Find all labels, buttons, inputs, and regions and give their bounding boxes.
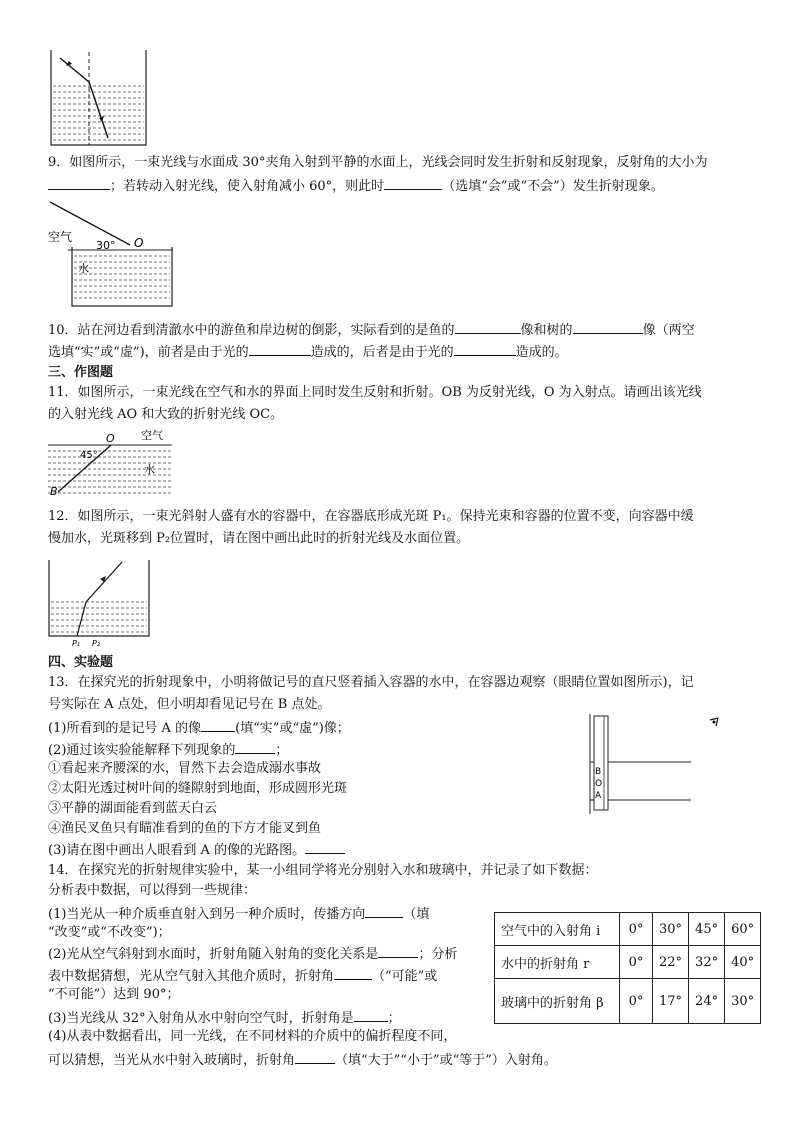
q10-line2: 选填“实”或“虚”)，前者是由于光的 造成的，后者是由于光的 造成的。	[48, 342, 568, 362]
q9-blank-reflection-angle[interactable]	[48, 176, 110, 190]
q9-blank-refraction[interactable]	[384, 176, 442, 190]
q14-s3: (3)当光线从 32°入射角从水中射向空气时，折射角是 ；	[48, 1008, 401, 1028]
table-row-label: 玻璃中的折射角 β	[495, 979, 620, 1024]
q10-blank-cause2[interactable]	[454, 342, 516, 356]
table-cell: 0°	[620, 913, 653, 946]
q13-sub2: (2)通过该实验能解释下列现象的 ；	[48, 740, 288, 760]
q11-fig-point-o: O	[106, 432, 115, 445]
q14-s2-line1: (2)光从空气斜射到水面时，折射角随入射角的变化关系是 ；分析	[48, 944, 457, 964]
q14-s1-line1: (1)当光从一种介质垂直射入到另一种介质时，传播方向 （填	[48, 904, 429, 924]
q13-sub1: (1)所看到的是记号 A 的像 (填“实”或“虚”)像；	[48, 718, 350, 738]
table-cell: 60°	[725, 913, 761, 946]
q9-fig-air-label: 空气	[48, 230, 73, 244]
q12-figure	[46, 556, 156, 652]
q13-fig-mark-a: A	[595, 791, 602, 801]
q12-line1: 12．如图所示，一束光斜射人盛有水的容器中，在容器底形成光斑 P₁。保持光束和容器的位置不变，向容器中缓	[48, 509, 694, 524]
q13-sub3: (3)请在图中画出人眼看到 A 的像的光路图。	[48, 840, 345, 860]
q14-s2-line3: “不可能”）达到 90°；	[48, 987, 180, 1002]
q11-line1: 11．如图所示，一束光线在空气和水的界面上同时发生反射和折射。OB 为反射光线，O 为入射点。请画出该光线	[48, 385, 702, 400]
q9-figure	[48, 200, 188, 310]
q14-blank-compare[interactable]	[295, 1050, 335, 1064]
table-cell: 0°	[620, 946, 653, 979]
q9-fig-angle-label: 30°	[96, 239, 116, 252]
q14-line1: 14．在探究光的折射规律实验中，某一小组同学将光分别射入水和玻璃中，并记录了如下数据：	[48, 863, 598, 878]
table-cell: 45°	[689, 913, 725, 946]
q11-line2: 的入射光线 AO 和大致的折射光线 OC。	[48, 407, 284, 422]
q13-blank-phenomenon[interactable]	[235, 740, 275, 754]
table-cell: 40°	[725, 946, 761, 979]
q14-blank-angle[interactable]	[354, 1008, 388, 1022]
q13-fig-mark-o: O	[595, 779, 603, 789]
table-cell: 22°	[653, 946, 689, 979]
table-row	[495, 946, 761, 979]
q13-option4: ④渔民叉鱼只有瞄准看到的鱼的下方才能叉到鱼	[48, 821, 322, 836]
q11-figure	[46, 428, 176, 498]
q10-blank-tree-image[interactable]	[573, 320, 643, 334]
q12-fig-p2: P₂	[92, 639, 101, 648]
section-heading-drawing: 三、作图题	[48, 365, 114, 380]
q10-line1: 10．站在河边看到清澈水中的游鱼和岸边树的倒影，实际看到的是鱼的 像和树的 像（两空	[48, 320, 695, 340]
q11-fig-water-label: 水	[144, 463, 155, 476]
table-row	[495, 979, 761, 1024]
table-cell: 30°	[725, 979, 761, 1024]
q14-blank-possible[interactable]	[334, 966, 372, 980]
q14-blank-direction[interactable]	[365, 904, 403, 918]
q14-s4-line1: (4)从表中数据看出，同一光线，在不同材料的介质中的偏折程度不同，	[48, 1029, 457, 1044]
q13-figure	[586, 712, 726, 816]
q8-container-figure	[46, 50, 156, 150]
q14-blank-relation[interactable]	[378, 944, 418, 958]
q10-blank-fish-image[interactable]	[455, 320, 521, 334]
q13-option1: ①看起来齐腰深的水，冒然下去会造成溺水事故	[48, 761, 322, 776]
q9-fig-water-label: 水	[78, 262, 89, 275]
q9-line2: ；若转动入射光线，使入射角减小 60°，则此时 （选填“会”或“不会”）发生折射现象。	[48, 176, 664, 196]
q14-line2: 分析表中数据，可以得到一些规律：	[48, 883, 257, 898]
table-cell: 32°	[689, 946, 725, 979]
q13-option2: ②太阳光透过树叶间的缝隙射到地面，形成圆形光斑	[48, 781, 348, 796]
q13-line1: 13．在探究光的折射现象中，小明将做记号的直尺竖着插入容器的水中，在容器边观察（眼睛位置如图所示)，记	[48, 675, 694, 690]
q11-fig-air-label: 空气	[141, 429, 163, 442]
q14-data-table	[494, 912, 761, 1024]
q11-fig-angle-label: 45°	[80, 450, 98, 461]
q14-s1-line2: “改变”或“不改变”)；	[48, 925, 171, 940]
q13-option3: ③平静的湖面能看到蓝天白云	[48, 801, 218, 816]
table-row	[495, 913, 761, 946]
eye-icon	[710, 718, 718, 726]
table-row-label: 空气中的入射角 i	[495, 913, 620, 946]
q13-fig-mark-b: B	[595, 767, 602, 777]
q11-fig-point-b: B	[50, 485, 58, 498]
q14-s2-line2: 表中数据猜想，光从空气射入其他介质时，折射角 （“可能”或	[48, 966, 437, 986]
q9-fig-point-o: O	[134, 236, 144, 250]
q13-line2: 号实际在 A 点处，但小明却看见记号在 B 点处。	[48, 697, 331, 712]
table-cell: 0°	[620, 979, 653, 1024]
q13-blank-image-type[interactable]	[201, 718, 235, 732]
q9-line1: 9．如图所示，一束光线与水面成 30°夹角入射到平静的水面上，光线会同时发生折射和反射现象，反射角的大小为	[48, 155, 708, 170]
q10-blank-cause1[interactable]	[249, 342, 311, 356]
section-heading-experiment: 四、实验题	[48, 655, 114, 670]
q12-fig-p1: P₁	[72, 639, 81, 648]
table-cell: 17°	[653, 979, 689, 1024]
q14-s4-line2: 可以猜想，当光从水中射入玻璃时，折射角 （填“大于”“小于”或“等于”）入射角。	[48, 1050, 557, 1070]
q12-line2: 慢加水，光斑移到 P₂位置时，请在图中画出此时的折射光线及水面位置。	[48, 531, 470, 546]
table-row-label: 水中的折射角 r	[495, 946, 620, 979]
table-cell: 24°	[689, 979, 725, 1024]
q13-blank-diagram[interactable]	[305, 840, 345, 854]
table-cell: 30°	[653, 913, 689, 946]
